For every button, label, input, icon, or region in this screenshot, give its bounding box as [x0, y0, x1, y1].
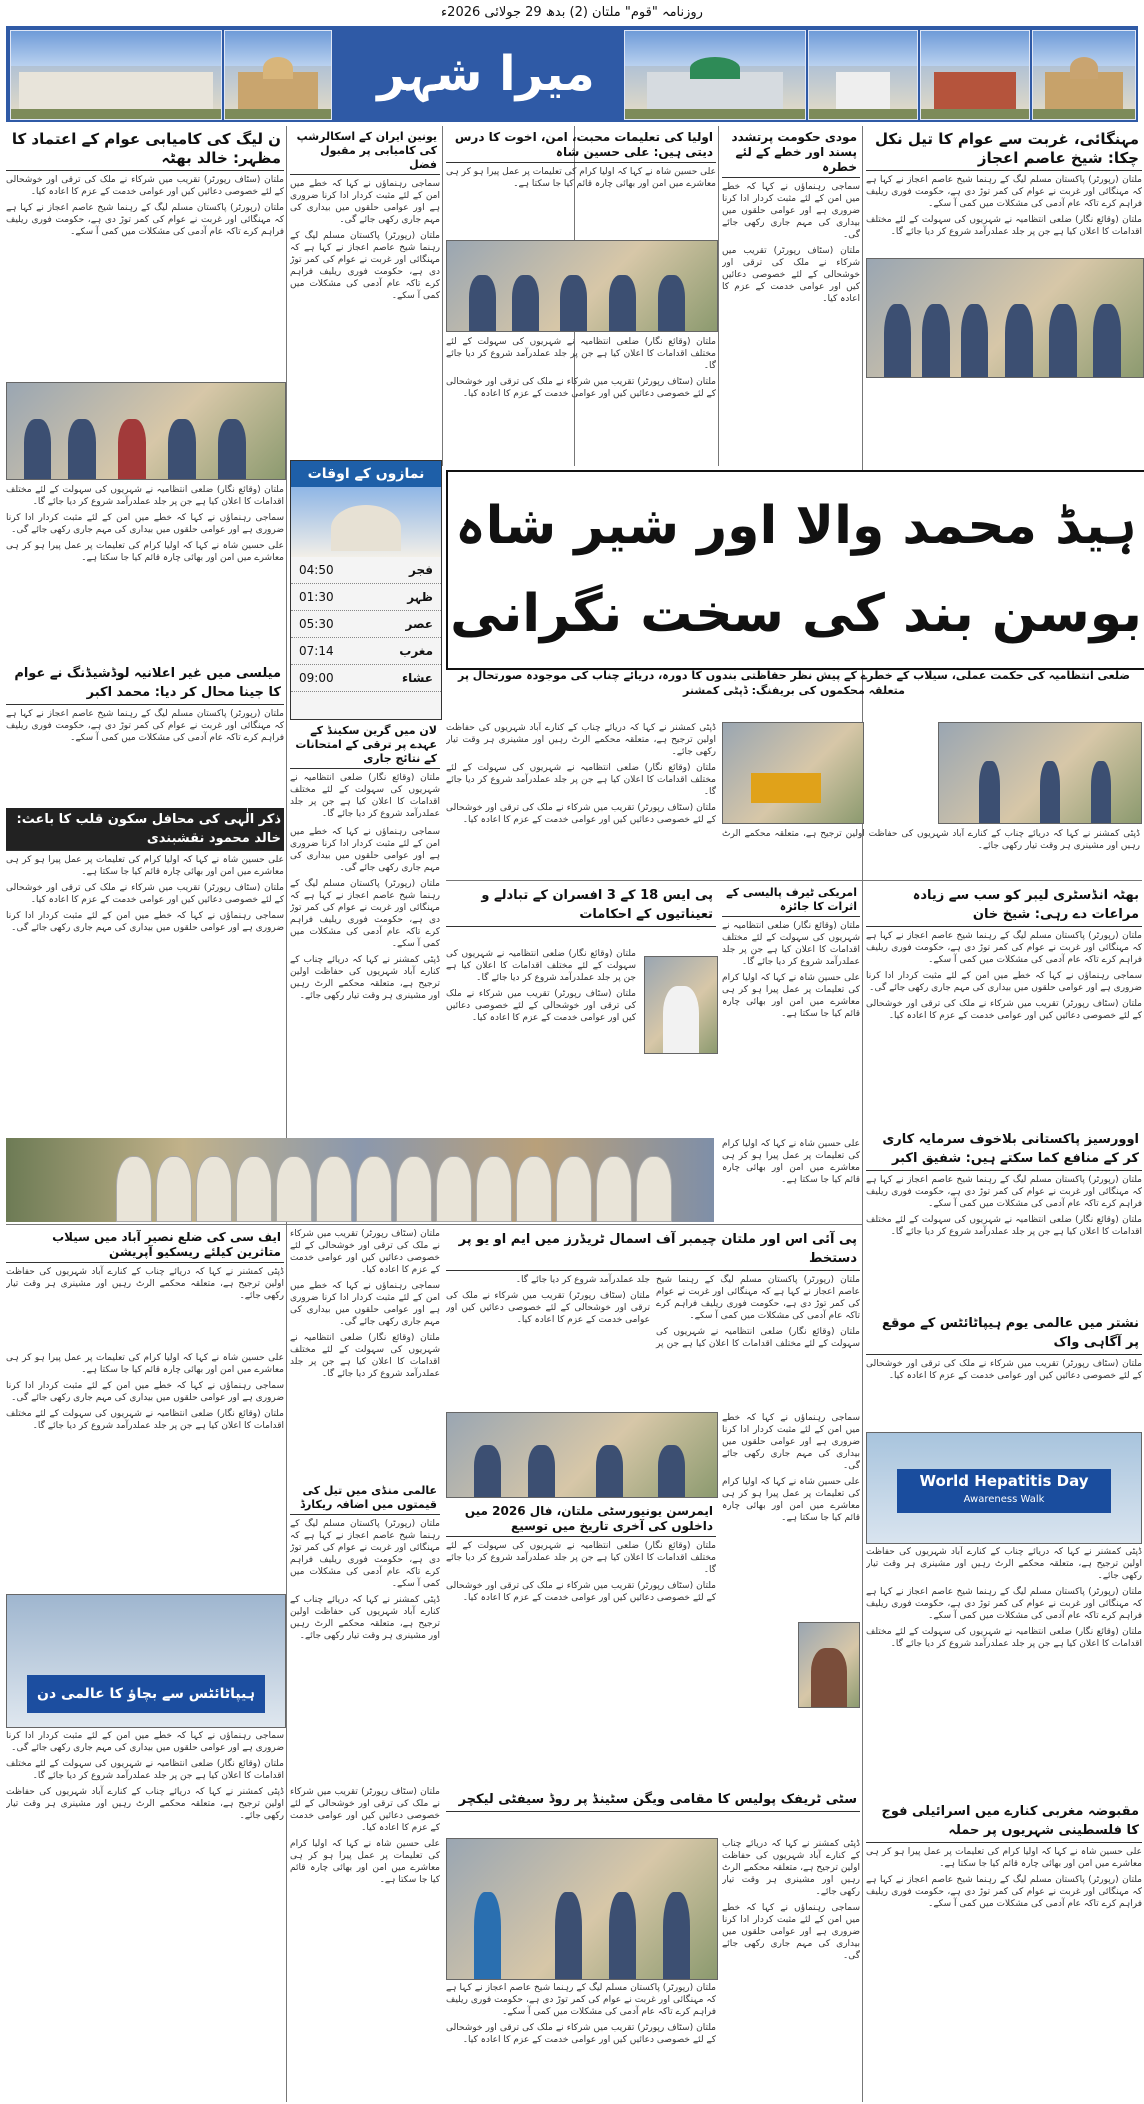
story-body: سماجی رہنماؤں نے کہا کہ خطے میں امن کے لئے مثبت کردار ادا کرنا ضروری ہے اور عوامی حلقوں میں بیداری کی مہم جاری رکھی جائے گی۔	[290, 1281, 440, 1327]
photo-strip-scholars	[6, 1138, 714, 1222]
story-body: ملتان (سٹاف رپورٹر) تقریب میں شرکاء نے ملک کی ترقی اور خوشحالی کے لئے خصوصی دعائیں کیں اور عوامی خدمت کے عزم کا اعادہ کیا۔	[446, 803, 716, 825]
photo-traffic-lecture	[446, 1838, 718, 1980]
story-west-bank	[866, 1800, 1142, 2098]
photo-pima-walk	[6, 1594, 286, 1728]
story-khalid-bhatta	[6, 128, 284, 382]
story-body: ڈپٹی کمشنر نے کہا کہ دریائے چناب کے کنارے آباد شہریوں کی حفاظت اولین ترجیح ہے، متعلقہ محکمے الرٹ رہیں اور مشینری ہر وقت تیار رکھی جائے۔	[290, 955, 440, 1001]
story-traffic-police	[446, 1788, 860, 1834]
column-rule	[862, 126, 863, 2102]
story-body: سماجی رہنماؤں نے کہا کہ خطے میں امن کے لئے مثبت کردار ادا کرنا ضروری ہے اور عوامی حلقوں میں بیداری کی مہم جاری رکھی جائے گی۔	[290, 827, 440, 873]
story-body: ڈپٹی کمشنر نے کہا کہ دریائے چناب کے کنارے آباد شہریوں کی حفاظت اولین ترجیح ہے، متعلقہ محکمے الرٹ رہیں اور مشینری ہر وقت تیار رکھی جائے۔	[6, 1267, 284, 1301]
headline: میلسی میں غیر اعلانیہ لوڈشیڈنگ نے عوام کا جینا محال کر دیا: محمد اکبر	[6, 662, 284, 705]
photo-officials-inspection	[938, 722, 1142, 824]
story-body: ملتان (وقائع نگار) ضلعی انتظامیہ نے شہریوں کی سہولت کے لئے مختلف اقدامات کا اعلان کیا ہے جن پر جلد عملدرآمد شروع کر دیا جائے گا۔	[866, 215, 1142, 237]
story-lead-body-left	[446, 722, 716, 862]
prayer-name: فجر	[409, 563, 433, 577]
story-body: ملتان (وقائع نگار) ضلعی انتظامیہ نے شہریوں کی سہولت کے لئے مختلف اقدامات کا اعلان کیا ہے جن پر جلد عملدرآمد شروع کر دیا جائے گا۔	[6, 1409, 284, 1431]
headline: اولیا کی تعلیمات محبت، امن، اخوت کا درس دیتی ہیں: علی حسین شاہ	[446, 128, 716, 163]
story-bottom-left	[6, 1730, 284, 2098]
story-ps18-transfers	[446, 884, 716, 944]
prayer-time: 09:00	[299, 671, 334, 685]
lead-subheadline: ضلعی انتظامیہ کی حکمت عملی، سیلاب کے خطرے کے پیش نظر حفاظتی بندوں کا دورہ، دریائے چناب کی موجودہ صورتحال پر متعلقہ محکموں کی بریفنگ: ڈپٹی کمشنر	[457, 669, 1131, 697]
story-body: ملتان (رپورٹر) پاکستان مسلم لیگ کے رہنما شیخ عاصم اعجاز نے کہا ہے کہ مہنگائی اور غربت نے عوام کی کمر توڑ دی ہے، حکومت فوری ریلیف فراہم کرے تاکہ عام آدمی کی مشکلات میں کمی آ سکے۔	[6, 709, 284, 743]
lead-headline: ہیڈ محمد والا اور شیر شاہ بوسن بند کی سخت نگرانی	[450, 496, 1142, 644]
story-body-block	[446, 336, 716, 466]
pima-banner-text: ہیپاٹائٹس سے بچاؤ کا عالمی دن	[27, 1675, 265, 1713]
story-left-lower	[6, 1352, 284, 1590]
story-body: ملتان (سٹاف رپورٹر) تقریب میں شرکاء نے ملک کی ترقی اور خوشحالی کے لئے خصوصی دعائیں کیں اور عوامی خدمت کے عزم کا اعادہ کیا۔	[722, 246, 860, 304]
headline: پی ایس 18 کے 3 افسران کے تبادلے و تعیناتیوں کے احکامات	[446, 884, 716, 927]
story-body: ملتان (وقائع نگار) ضلعی انتظامیہ نے شہریوں کی سہولت کے لئے مختلف اقدامات کا اعلان کیا ہے جن پر جلد عملدرآمد شروع کر دیا جائے گا۔	[866, 1627, 1142, 1649]
column-rule	[286, 126, 287, 2102]
story-loadshedding	[6, 662, 284, 802]
headline: سٹی ٹریفک پولیس کا مقامی ویگن سٹینڈ پر روڈ سیفٹی لیکچر	[446, 1788, 860, 1812]
headline: نشتر میں عالمی یوم ہیپاٹائٹس کے موقع پر آگاہی واک	[866, 1312, 1142, 1355]
story-body: ملتان (وقائع نگار) ضلعی انتظامیہ نے شہریوں کی سہولت کے لئے مختلف اقدامات کا اعلان کیا ہے جن پر جلد عملدرآمد شروع کر دیا جائے گا۔	[446, 1541, 716, 1575]
headline: مقبوضہ مغربی کنارے میں اسرائیلی فوج کا فلسطینی شہریوں پر حملہ	[866, 1800, 1142, 1843]
story-body: ملتان (سٹاف رپورٹر) تقریب میں شرکاء نے ملک کی ترقی اور خوشحالی کے لئے خصوصی دعائیں کیں اور عوامی خدمت کے عزم کا اعادہ کیا۔	[6, 883, 284, 905]
story-body: سماجی رہنماؤں نے کہا کہ خطے میں امن کے لئے مثبت کردار ادا کرنا ضروری ہے اور عوامی حلقوں میں بیداری کی مہم جاری رکھی جائے گی۔	[6, 911, 284, 933]
story-body: ملتان (سٹاف رپورٹر) تقریب میں شرکاء نے ملک کی ترقی اور خوشحالی کے لئے خصوصی دعائیں کیں اور عوامی خدمت کے عزم کا اعادہ کیا۔	[446, 1291, 650, 1325]
prayer-name: مغرب	[399, 644, 433, 658]
headline: اوورسیز پاکستانی بلاخوف سرمایہ کاری کر کے منافع کما سکتے ہیں: شفیق اکبر	[866, 1128, 1142, 1171]
hepatitis-banner-title: World Hepatitis Day	[919, 1472, 1089, 1490]
story-body: علی حسین شاہ نے کہا کہ اولیا کرام کی تعلیمات پر عمل پیرا ہو کر ہی معاشرے میں امن اور بھائی چارہ قائم کیا جا سکتا ہے۔	[722, 973, 860, 1019]
photo-excavator-bund	[722, 722, 864, 824]
masthead-photo-palace	[224, 30, 332, 120]
masthead-photo-building	[10, 30, 222, 120]
story-pis-mou	[446, 1228, 860, 1408]
story-body: ملتان (رپورٹر) پاکستان مسلم لیگ کے رہنما شیخ عاصم اعجاز نے کہا ہے کہ مہنگائی اور غربت نے عوام کی کمر توڑ دی ہے، حکومت فوری ریلیف فراہم کرے تاکہ عام آدمی کی مشکلات میں کمی آ سکے۔	[866, 1875, 1142, 1909]
story-body: ملتان (رپورٹر) پاکستان مسلم لیگ کے رہنما شیخ عاصم اعجاز نے کہا ہے کہ مہنگائی اور غربت نے عوام کی کمر توڑ دی ہے، حکومت فوری ریلیف فراہم کرے تاکہ عام آدمی کی مشکلات میں کمی آ سکے۔	[656, 1275, 860, 1321]
story-left-mid	[6, 484, 284, 662]
column-rule	[718, 126, 719, 466]
story-union-iran	[290, 128, 440, 458]
story-body: ملتان (سٹاف رپورٹر) تقریب میں شرکاء نے ملک کی ترقی اور خوشحالی کے لئے خصوصی دعائیں کیں اور عوامی خدمت کے عزم کا اعادہ کیا۔	[446, 377, 716, 399]
story-body: علی حسین شاہ نے کہا کہ اولیا کرام کی تعلیمات پر عمل پیرا ہو کر ہی معاشرے میں امن اور بھائی چارہ قائم کیا جا سکتا ہے۔	[6, 541, 284, 563]
story-body: ملتان (رپورٹر) پاکستان مسلم لیگ کے رہنما شیخ عاصم اعجاز نے کہا ہے کہ مہنگائی اور غربت نے عوام کی کمر توڑ دی ہے، حکومت فوری ریلیف فراہم کرے تاکہ عام آدمی کی مشکلات میں کمی آ سکے۔	[866, 175, 1142, 209]
hepatitis-banner	[897, 1469, 1111, 1513]
headline: پی آئی اس اور ملتان چیمبر آف اسمال ٹریڈرز میں ایم او یو پر دستخط	[446, 1228, 860, 1271]
headline: ایمرسن یونیورسٹی ملتان، فال 2026 میں داخلوں کی آخری تاریخ میں توسیع	[446, 1502, 716, 1537]
headline: امریکی ٹیرف پالیسی کے اثرات کا جائزہ	[722, 884, 860, 917]
prayer-time: 01:30	[299, 590, 334, 604]
prayer-row-isha	[291, 665, 441, 692]
story-column-lower-left	[290, 1228, 440, 1478]
story-ali-hussain	[446, 128, 716, 228]
story-body: ملتان (سٹاف رپورٹر) تقریب میں شرکاء نے ملک کی ترقی اور خوشحالی کے لئے خصوصی دعائیں کیں اور عوامی خدمت کے عزم کا اعادہ کیا۔	[446, 989, 636, 1023]
prayer-time: 05:30	[299, 617, 334, 631]
prayer-row-asr	[291, 611, 441, 638]
headline: عالمی منڈی میں تیل کی قیمتوں میں اضافہ ریکارڈ	[290, 1482, 440, 1515]
story-column-bottom-left	[290, 1482, 440, 1782]
story-body: ملتان (وقائع نگار) ضلعی انتظامیہ نے شہریوں کی سہولت کے لئے مختلف اقدامات کا اعلان کیا ہے جن پر جلد عملدرآمد شروع کر دیا جائے گا۔	[446, 763, 716, 797]
story-body: ملتان (رپورٹر) پاکستان مسلم لیگ کے رہنما شیخ عاصم اعجاز نے کہا ہے کہ مہنگائی اور غربت نے عوام کی کمر توڑ دی ہے، حکومت فوری ریلیف فراہم کرے تاکہ عام آدمی کی مشکلات میں کمی آ سکے۔	[290, 879, 440, 949]
story-body: ملتان (سٹاف رپورٹر) تقریب میں شرکاء نے ملک کی ترقی اور خوشحالی کے لئے خصوصی دعائیں کیں اور عوامی خدمت کے عزم کا اعادہ کیا۔	[866, 999, 1142, 1021]
story-body: ملتان (وقائع نگار) ضلعی انتظامیہ نے شہریوں کی سہولت کے لئے مختلف اقدامات کا اعلان کیا ہے جن پر جلد عملدرآمد شروع کر دیا جائے گا۔	[515, 1275, 860, 1349]
story-karachi-travellers	[722, 884, 860, 1134]
story-short	[722, 1138, 860, 1222]
story-body: ملتان (سٹاف رپورٹر) تقریب میں شرکاء نے ملک کی ترقی اور خوشحالی کے لئے خصوصی دعائیں کیں اور عوامی خدمت کے عزم کا اعادہ کیا۔	[446, 1581, 716, 1603]
headline: مودی حکومت پرتشدد پسند اور خطے کے لئے خطرہ	[722, 128, 860, 178]
story-body: ڈپٹی کمشنر نے کہا کہ دریائے چناب کے کنارے آباد شہریوں کی حفاظت اولین ترجیح ہے، متعلقہ محکمے الرٹ رہیں اور مشینری ہر وقت تیار رکھی جائے۔	[722, 1839, 860, 1897]
story-promotion-results	[290, 722, 440, 822]
story-body: علی حسین شاہ نے کہا کہ اولیا کرام کی تعلیمات پر عمل پیرا ہو کر ہی معاشرے میں امن اور بھائی چارہ قائم کیا جا سکتا ہے۔	[722, 1477, 860, 1523]
story-body: ملتان (وقائع نگار) ضلعی انتظامیہ نے شہریوں کی سہولت کے لئے مختلف اقدامات کا اعلان کیا ہے جن پر جلد عملدرآمد شروع کر دیا جائے گا۔	[446, 337, 716, 371]
story-traffic-body	[722, 1838, 860, 2098]
story-body: ڈپٹی کمشنر نے کہا کہ دریائے چناب کے کنارے آباد شہریوں کی حفاظت اولین ترجیح ہے، متعلقہ محکمے الرٹ رہیں اور مشینری ہر وقت تیار رکھی جائے۔	[866, 1547, 1142, 1581]
section-rule	[446, 880, 1142, 881]
story-body: سماجی رہنماؤں نے کہا کہ خطے میں امن کے لئے مثبت کردار ادا کرنا ضروری ہے اور عوامی حلقوں میں بیداری کی مہم جاری رکھی جائے گی۔	[290, 179, 440, 225]
prayer-row-fajr	[291, 557, 441, 584]
story-body: ڈپٹی کمشنر نے کہا کہ دریائے چناب کے کنارے آباد شہریوں کی حفاظت اولین ترجیح ہے، متعلقہ محکمے الرٹ رہیں اور مشینری ہر وقت تیار رکھی جائے۔	[290, 1595, 440, 1641]
story-body: ملتان (وقائع نگار) ضلعی انتظامیہ نے شہریوں کی سہولت کے لئے مختلف اقدامات کا اعلان کیا ہے جن پر جلد عملدرآمد شروع کر دیا جائے گا۔	[446, 949, 636, 983]
prayer-time: 07:14	[299, 644, 334, 658]
story-modi	[722, 128, 860, 464]
story-bhatta-industry	[866, 884, 1142, 1124]
prayer-times-heading: نمازوں کے اوقات	[291, 461, 441, 487]
masthead-photo-clocktower	[920, 30, 1030, 120]
story-body: سماجی رہنماؤں نے کہا کہ خطے میں امن کے لئے مثبت کردار ادا کرنا ضروری ہے اور عوامی حلقوں میں بیداری کی مہم جاری رکھی جائے گی۔	[6, 1381, 284, 1403]
masthead	[6, 26, 1138, 122]
dateline: روزنامہ "قوم" ملتان (2) بدھ 29 جولائی 2026ء	[441, 5, 703, 20]
photo-mou-signing	[446, 1412, 718, 1498]
story-body: ملتان (سٹاف رپورٹر) تقریب میں شرکاء نے ملک کی ترقی اور خوشحالی کے لئے خصوصی دعائیں کیں اور عوامی خدمت کے عزم کا اعادہ کیا۔	[290, 1229, 440, 1275]
headline: لان میں گرین سکینڈ کے عہدے پر ترقی کے امتحانات کے نتائج جاری	[290, 722, 440, 769]
story-body: علی حسین شاہ نے کہا کہ اولیا کرام کی تعلیمات پر عمل پیرا ہو کر ہی معاشرے میں امن اور بھائی چارہ قائم کیا جا سکتا ہے۔	[6, 855, 284, 877]
story-body: ملتان (وقائع نگار) ضلعی انتظامیہ نے شہریوں کی سہولت کے لئے مختلف اقدامات کا اعلان کیا ہے جن پر جلد عملدرآمد شروع کر دیا جائے گا۔	[290, 1333, 440, 1379]
story-column-mid-left	[290, 826, 440, 1134]
story-body: ملتان (وقائع نگار) ضلعی انتظامیہ نے شہریوں کی سہولت کے لئے مختلف اقدامات کا اعلان کیا ہے جن پر جلد عملدرآمد شروع کر دیا جائے گا۔	[866, 1215, 1142, 1237]
story-short-2	[722, 1412, 860, 1542]
story-ps18-body	[446, 948, 636, 1134]
masthead-photo-mausoleum	[808, 30, 918, 120]
prayer-name: ظہر	[407, 590, 433, 604]
story-body: ڈپٹی کمشنر نے کہا کہ دریائے چناب کے کنارے آباد شہریوں کی حفاظت اولین ترجیح ہے، متعلقہ محکمے الرٹ رہیں اور مشینری ہر وقت تیار رکھی جائے۔	[6, 1787, 284, 1821]
photo-child-portrait	[798, 1622, 860, 1708]
story-body: ملتان (وقائع نگار) ضلعی انتظامیہ نے شہریوں کی سہولت کے لئے مختلف اقدامات کا اعلان کیا ہے جن پر جلد عملدرآمد شروع کر دیا جائے گا۔	[722, 921, 860, 967]
lead-headline-box	[446, 470, 1144, 670]
story-body: ملتان (وقائع نگار) ضلعی انتظامیہ نے شہریوں کی سہولت کے لئے مختلف اقدامات کا اعلان کیا ہے جن پر جلد عملدرآمد شروع کر دیا جائے گا۔	[6, 1759, 284, 1781]
prayer-row-zuhr	[291, 584, 441, 611]
story-body: سماجی رہنماؤں نے کہا کہ خطے میں امن کے لئے مثبت کردار ادا کرنا ضروری ہے اور عوامی حلقوں میں بیداری کی مہم جاری رکھی جائے گی۔	[6, 513, 284, 535]
story-body: ملتان (رپورٹر) پاکستان مسلم لیگ کے رہنما شیخ عاصم اعجاز نے کہا ہے کہ مہنگائی اور غربت نے عوام کی کمر توڑ دی ہے، حکومت فوری ریلیف فراہم کرے تاکہ عام آدمی کی مشکلات میں کمی آ سکے۔	[866, 1175, 1142, 1209]
story-body: ملتان (سٹاف رپورٹر) تقریب میں شرکاء نے ملک کی ترقی اور خوشحالی کے لئے خصوصی دعائیں کیں اور عوامی خدمت کے عزم کا اعادہ کیا۔	[6, 175, 284, 197]
column-rule	[442, 126, 443, 466]
story-body: ملتان (سٹاف رپورٹر) تقریب میں شرکاء نے ملک کی ترقی اور خوشحالی کے لئے خصوصی دعائیں کیں اور عوامی خدمت کے عزم کا اعادہ کیا۔	[866, 1359, 1142, 1381]
story-body: ملتان (رپورٹر) پاکستان مسلم لیگ کے رہنما شیخ عاصم اعجاز نے کہا ہے کہ مہنگائی اور غربت نے عوام کی کمر توڑ دی ہے، حکومت فوری ریلیف فراہم کرے تاکہ عام آدمی کی مشکلات میں کمی آ سکے۔	[290, 1519, 440, 1589]
headline: یونین ایران کے اسکالرشپ کی کامیابی پر مقبول فضل	[290, 128, 440, 175]
story-body: علی حسین شاہ نے کہا کہ اولیا کرام کی تعلیمات پر عمل پیرا ہو کر ہی معاشرے میں امن اور بھائی چارہ قائم کیا جا سکتا ہے۔	[446, 167, 716, 189]
story-body: علی حسین شاہ نے کہا کہ اولیا کرام کی تعلیمات پر عمل پیرا ہو کر ہی معاشرے میں امن اور بھائی چارہ قائم کیا جا سکتا ہے۔	[722, 1139, 860, 1185]
prayer-name: عصر	[405, 617, 433, 631]
story-body: ملتان (وقائع نگار) ضلعی انتظامیہ نے شہریوں کی سہولت کے لئے مختلف اقدامات کا اعلان کیا ہے جن پر جلد عملدرآمد شروع کر دیا جائے گا۔	[6, 485, 284, 507]
story-body: سماجی رہنماؤں نے کہا کہ خطے میں امن کے لئے مثبت کردار ادا کرنا ضروری ہے اور عوامی حلقوں میں بیداری کی مہم جاری رکھی جائے گی۔	[722, 1413, 860, 1471]
prayer-time: 04:50	[299, 563, 334, 577]
masthead-photo-shrine	[624, 30, 806, 120]
story-bottom-col2	[290, 1786, 440, 2098]
story-bottom-center	[446, 1982, 716, 2098]
headline: ن لیگ کی کامیابی عوام کے اعتماد کا مظہر: خالد بھٹہ	[6, 128, 284, 171]
prayer-name: عشاء	[401, 671, 433, 685]
masthead-title: میرا شہر	[377, 46, 595, 102]
story-lead-body-right	[722, 828, 1140, 876]
photo-shrine-ceremony	[446, 240, 718, 332]
story-body: علی حسین شاہ نے کہا کہ اولیا کرام کی تعلیمات پر عمل پیرا ہو کر ہی معاشرے میں امن اور بھائی چارہ قائم کیا جا سکتا ہے۔	[866, 1847, 1142, 1869]
photo-officer-portrait	[644, 956, 718, 1054]
story-fc-rescue	[6, 1228, 284, 1348]
story-body: ملتان (رپورٹر) پاکستان مسلم لیگ کے رہنما شیخ عاصم اعجاز نے کہا ہے کہ مہنگائی اور غربت نے عوام کی کمر توڑ دی ہے، حکومت فوری ریلیف فراہم کرے تاکہ عام آدمی کی مشکلات میں کمی آ سکے۔	[446, 1983, 716, 2017]
headline: بھٹہ انڈسٹری لیبر کو سب سے زیادہ مراعات دے رہی: شیخ خان	[866, 884, 1142, 927]
story-body: ملتان (رپورٹر) پاکستان مسلم لیگ کے رہنما شیخ عاصم اعجاز نے کہا ہے کہ مہنگائی اور غربت نے عوام کی کمر توڑ دی ہے، حکومت فوری ریلیف فراہم کرے تاکہ عام آدمی کی مشکلات میں کمی آ سکے۔	[290, 231, 440, 301]
prayer-row-maghrib	[291, 638, 441, 665]
story-emerson	[446, 1502, 716, 1782]
story-body: ملتان (رپورٹر) پاکستان مسلم لیگ کے رہنما شیخ عاصم اعجاز نے کہا ہے کہ مہنگائی اور غربت نے عوام کی کمر توڑ دی ہے، حکومت فوری ریلیف فراہم کرے تاکہ عام آدمی کی مشکلات میں کمی آ سکے۔	[866, 1587, 1142, 1621]
headline: مہنگائی، غربت سے عوام کا تیل نکل چکا: شیخ عاصم اعجاز	[866, 128, 1142, 171]
prayer-times-box	[290, 460, 442, 720]
story-body: ملتان (وقائع نگار) ضلعی انتظامیہ نے شہریوں کی سہولت کے لئے مختلف اقدامات کا اعلان کیا ہے جن پر جلد عملدرآمد شروع کر دیا جائے گا۔	[290, 773, 440, 819]
story-nishtar-walk	[866, 1312, 1142, 1430]
story-body: ڈپٹی کمشنر نے کہا کہ دریائے چناب کے کنارے آباد شہریوں کی حفاظت اولین ترجیح ہے، متعلقہ محکمے الرٹ رہیں اور مشینری ہر وقت تیار رکھی جائے۔	[446, 723, 716, 757]
story-body: سماجی رہنماؤں نے کہا کہ خطے میں امن کے لئے مثبت کردار ادا کرنا ضروری ہے اور عوامی حلقوں میں بیداری کی مہم جاری رکھی جائے گی۔	[866, 971, 1142, 993]
story-body: علی حسین شاہ نے کہا کہ اولیا کرام کی تعلیمات پر عمل پیرا ہو کر ہی معاشرے میں امن اور بھائی چارہ قائم کیا جا سکتا ہے۔	[290, 1839, 440, 1885]
photo-garland-ceremony	[6, 382, 286, 480]
story-body: ڈپٹی کمشنر نے کہا کہ دریائے چناب کے کنارے آباد شہریوں کی حفاظت اولین ترجیح ہے، متعلقہ محکمے الرٹ رہیں اور مشینری ہر وقت تیار رکھی جائے۔	[722, 829, 1140, 851]
photo-group-meeting	[866, 258, 1144, 378]
story-body: ملتان (رپورٹر) پاکستان مسلم لیگ کے رہنما شیخ عاصم اعجاز نے کہا ہے کہ مہنگائی اور غربت نے عوام کی کمر توڑ دی ہے، حکومت فوری ریلیف فراہم کرے تاکہ عام آدمی کی مشکلات میں کمی آ سکے۔	[866, 931, 1142, 965]
mosque-dome-icon	[291, 487, 441, 557]
story-body: سماجی رہنماؤں نے کہا کہ خطے میں امن کے لئے مثبت کردار ادا کرنا ضروری ہے اور عوامی حلقوں میں بیداری کی مہم جاری رکھی جائے گی۔	[722, 182, 860, 240]
section-rule	[6, 1224, 862, 1225]
hepatitis-banner-subtitle: Awareness Walk	[963, 1494, 1045, 1505]
photo-hepatitis-walk	[866, 1432, 1142, 1544]
story-nishtar-body	[866, 1546, 1142, 1796]
story-body: ملتان (سٹاف رپورٹر) تقریب میں شرکاء نے ملک کی ترقی اور خوشحالی کے لئے خصوصی دعائیں کیں اور عوامی خدمت کے عزم کا اعادہ کیا۔	[290, 1787, 440, 1833]
story-body: ملتان (رپورٹر) پاکستان مسلم لیگ کے رہنما شیخ عاصم اعجاز نے کہا ہے کہ مہنگائی اور غربت نے عوام کی کمر توڑ دی ہے، حکومت فوری ریلیف فراہم کرے تاکہ عام آدمی کی مشکلات میں کمی آ سکے۔	[6, 203, 284, 237]
story-body: سماجی رہنماؤں نے کہا کہ خطے میں امن کے لئے مثبت کردار ادا کرنا ضروری ہے اور عوامی حلقوں میں بیداری کی مہم جاری رکھی جائے گی۔	[6, 1731, 284, 1753]
headline: ذکر الٰہی کی محافل سکون قلب کا باعث: خالد محمود نقشبندی	[6, 808, 284, 851]
story-body: علی حسین شاہ نے کہا کہ اولیا کرام کی تعلیمات پر عمل پیرا ہو کر ہی معاشرے میں امن اور بھائی چارہ قائم کیا جا سکتا ہے۔	[6, 1353, 284, 1375]
story-overseas	[866, 1128, 1142, 1308]
story-zikr	[6, 808, 284, 1134]
headline: ایف سی کی ضلع نصیر آباد میں سیلاب متاثرین کیلئے ریسکیو آپریشن	[6, 1228, 284, 1263]
story-body: ملتان (سٹاف رپورٹر) تقریب میں شرکاء نے ملک کی ترقی اور خوشحالی کے لئے خصوصی دعائیں کیں اور عوامی خدمت کے عزم کا اعادہ کیا۔	[446, 2023, 716, 2045]
story-body: سماجی رہنماؤں نے کہا کہ خطے میں امن کے لئے مثبت کردار ادا کرنا ضروری ہے اور عوامی حلقوں میں بیداری کی مہم جاری رکھی جائے گی۔	[722, 1903, 860, 1961]
masthead-photo-tomb	[1032, 30, 1136, 120]
